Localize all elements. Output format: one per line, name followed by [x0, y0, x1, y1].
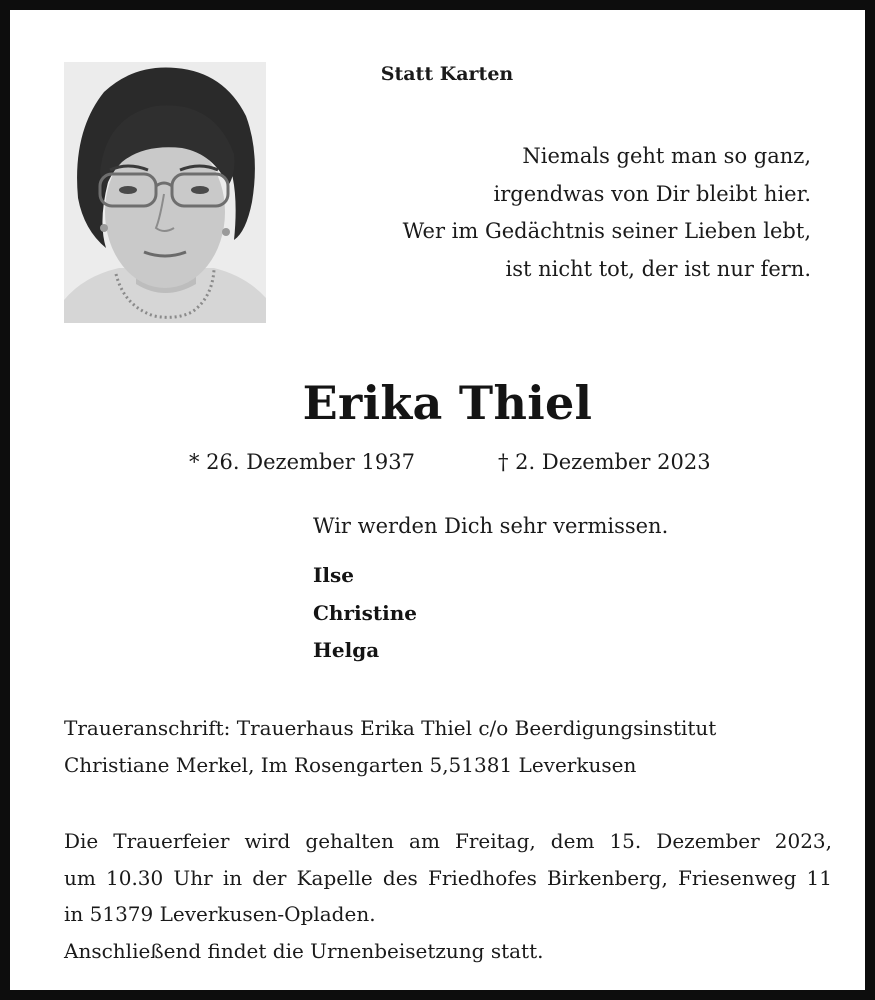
service-line: um 10.30 Uhr in der Kapelle des Friedhofes Birkenberg, Friesenweg 11 — [64, 865, 832, 890]
birth-date: * 26. Dezember 1937 — [189, 450, 415, 474]
service-line: in 51379 Leverkusen-Opladen. — [64, 902, 376, 926]
poem-line: Niemals geht man so ganz, — [522, 144, 811, 168]
poem-line: irgendwas von Dir bleibt hier. — [493, 181, 811, 206]
portrait-photo — [64, 62, 266, 323]
mourner-name: Ilse — [313, 563, 354, 587]
poem-line: Wer im Gedächtnis seiner Lieben lebt, — [402, 219, 811, 243]
deceased-name: Erika Thiel — [302, 376, 593, 430]
header-statt-karten: Statt Karten — [380, 63, 514, 85]
memorial-poem — [403, 138, 811, 288]
mourners-list — [313, 557, 417, 670]
mourning-address — [64, 710, 716, 784]
address-line: Traueranschrift: Trauerhaus Erika Thiel c/o Beerdigungsinstitut — [64, 716, 717, 740]
address-line: Christiane Merkel, Im Rosengarten 5,51381 Leverkusen — [64, 753, 637, 777]
death-date: † 2. Dezember 2023 — [498, 450, 711, 474]
poem-line: ist nicht tot, der ist nur fern. — [505, 256, 811, 281]
funeral-service-info — [64, 823, 832, 969]
mourner-name: Helga — [313, 638, 380, 662]
mourner-name: Christine — [313, 600, 417, 625]
service-line: Anschließend findet die Urnenbeisetzung statt. — [64, 938, 544, 963]
farewell-message: Wir werden Dich sehr vermissen. — [313, 514, 669, 538]
portrait-image — [64, 62, 266, 323]
service-line: Die Trauerfeier wird gehalten am Freitag, dem 15. Dezember 2023, — [64, 829, 832, 853]
